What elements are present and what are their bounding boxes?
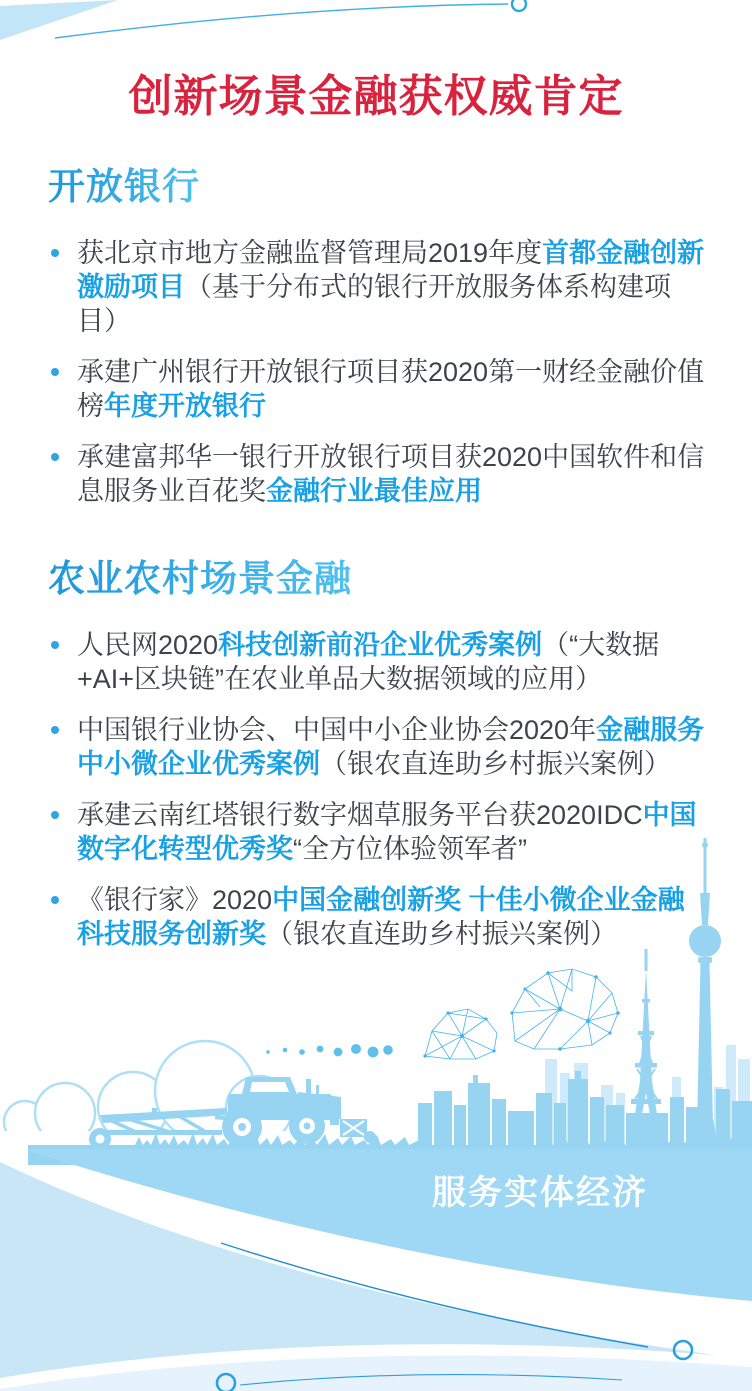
award-item <box>48 883 710 951</box>
award-item <box>48 355 710 423</box>
award-list-open-banking <box>48 236 710 508</box>
award-item <box>48 798 710 866</box>
top-ring-icon <box>512 0 526 11</box>
award-text: “全方位体验领军者” <box>293 834 527 864</box>
award-text: 承建广州银行开放银行项目获2020第一财经金融价值榜 <box>77 357 705 421</box>
section-heading-agriculture-finance: 农业农村场景金融 <box>48 548 352 602</box>
award-item <box>48 628 710 696</box>
mesh-cloud-icon <box>423 969 619 1059</box>
top-curve-decoration <box>0 0 752 60</box>
award-text: 获北京市地方金融监督管理局2019年度 <box>77 238 543 268</box>
section-open-banking <box>48 156 710 508</box>
award-name-highlight: 金融服务中小微企业优秀案例 <box>77 715 705 779</box>
section-heading-open-banking: 开放银行 <box>48 156 200 210</box>
top-wedge <box>0 0 118 40</box>
award-name-highlight: 中国数字化转型优秀奖 <box>77 800 697 864</box>
award-item <box>48 440 710 508</box>
award-name-highlight: 年度开放银行 <box>104 391 266 421</box>
award-name-highlight: 中国金融创新奖 十佳小微企业金融科技服务创新奖 <box>77 885 685 949</box>
page-title: 创新场景金融获权威肯定 <box>128 72 624 121</box>
award-name-highlight: 金融行业最佳应用 <box>266 476 482 506</box>
dotted-trail-icon <box>266 1044 393 1057</box>
top-thin-curve <box>55 4 508 38</box>
award-item <box>48 236 710 338</box>
award-name-highlight: 首都金融创新激励项目 <box>77 238 705 302</box>
footer-slogan: 服务实体经济 <box>432 1174 648 1212</box>
award-text: （“大数据+AI+区块链”在农业单品大数据领域的应用） <box>77 630 660 694</box>
award-item <box>48 713 710 781</box>
award-text: 承建富邦华一银行开放银行项目获2020中国软件和信息服务业百花奖 <box>77 442 705 506</box>
content-area <box>48 156 710 968</box>
award-text: （基于分布式的银行开放服务体系构建项目） <box>77 272 671 336</box>
award-text: （银农直连助乡村振兴案例） <box>320 749 671 779</box>
award-list-agriculture-finance <box>48 628 710 951</box>
award-text: 承建云南红塔银行数字烟草服务平台获2020IDC <box>77 800 643 830</box>
award-text: 《银行家》2020 <box>77 885 273 915</box>
award-text: 人民网2020 <box>77 630 219 660</box>
tractor-icon <box>222 1077 376 1147</box>
award-name-highlight: 科技创新前沿企业优秀案例 <box>218 630 543 660</box>
section-agriculture-finance <box>48 548 710 951</box>
award-text: 中国银行业协会、中国中小企业协会2020年 <box>77 715 597 745</box>
award-text: （银农直连助乡村振兴案例） <box>266 919 617 949</box>
